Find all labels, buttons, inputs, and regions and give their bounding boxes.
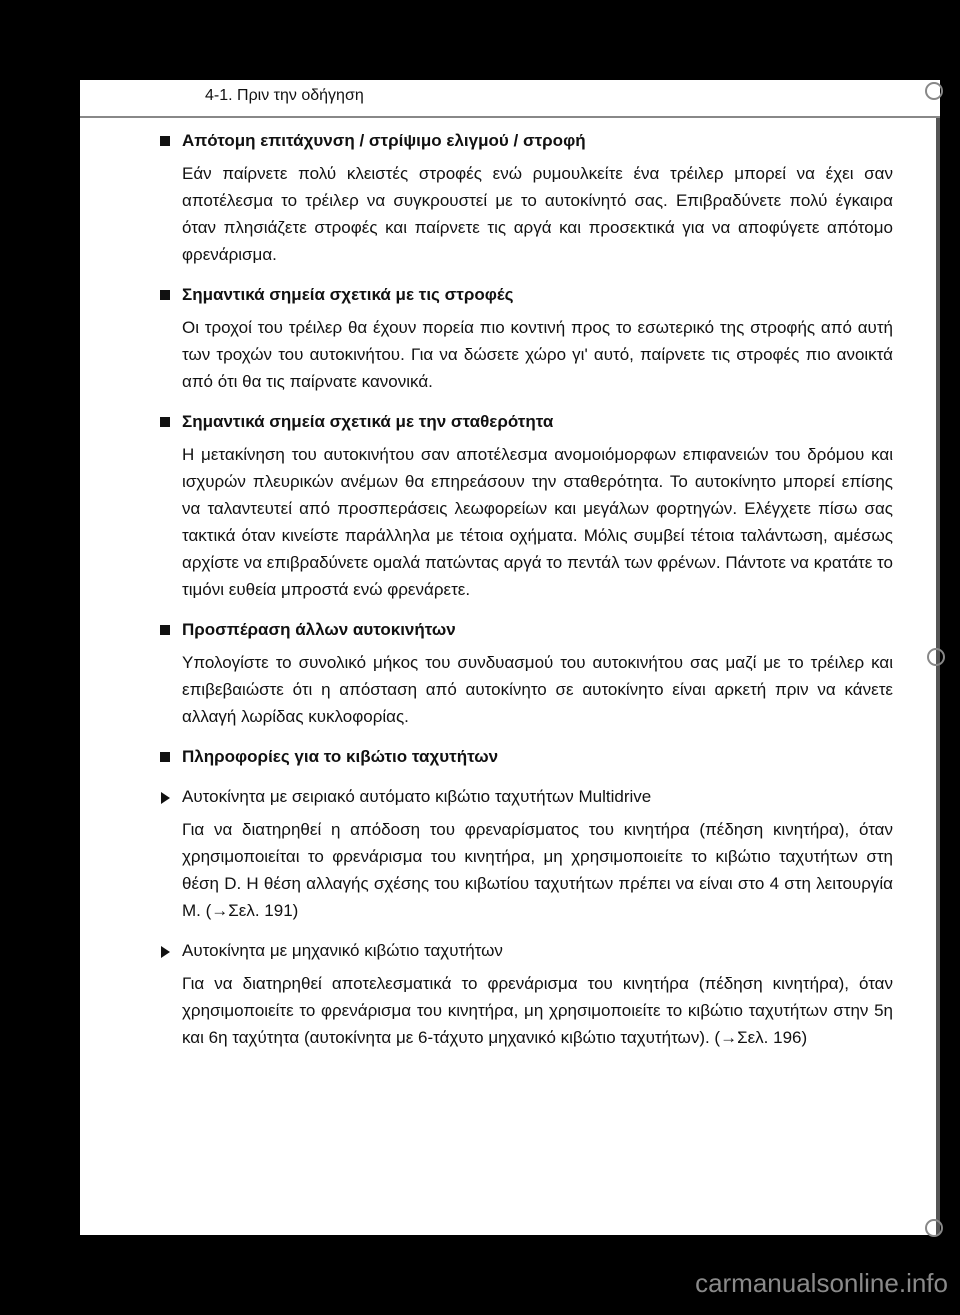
registration-mark-icon bbox=[927, 648, 945, 666]
triangle-bullet-icon bbox=[161, 792, 170, 804]
section-heading: 4-1. Πριν την οδήγηση bbox=[205, 87, 364, 104]
manual-page bbox=[80, 80, 940, 1235]
subsection-title: Αυτοκίνητα με μηχανικό κιβώτιο ταχυτήτων bbox=[158, 938, 893, 964]
section-title: Πληροφορίες για το κιβώτιο ταχυτήτων bbox=[158, 744, 893, 770]
subsection-title: Αυτοκίνητα με σειριακό αυτόματο κιβώτιο ταχυτήτων Multidrive bbox=[158, 784, 893, 810]
square-bullet-icon bbox=[160, 625, 170, 635]
section-paragraph: Η μετακίνηση του αυτοκινήτου σαν αποτέλεσμα ανομοιόμορφων επιφανειών του δρόμου και ισχυρών πλευρικών ανέμων θα επηρεάσουν την σταθερότητα. Το αυτοκίνητο μπορεί επίσης να ταλαντευτεί από προσπεράσεις λεωφορείων και μεγάλων φορτηγών. Ελέγχετε πίσω σας τακτικά όταν κινείστε παράλληλα με τέτοια οχήματα. Μόλις συμβεί τέτοια ταλάντωση, αμέσως αρχίστε να επιβραδύνετε ομαλά πατώντας αργά το πεντάλ των φρένων. Πάντοτε να κρατάτε το τιμόνι ευθεία μπροστά ενώ φρενάρετε. bbox=[182, 445, 893, 599]
square-bullet-icon bbox=[160, 136, 170, 146]
square-bullet-icon bbox=[160, 417, 170, 427]
triangle-bullet-icon bbox=[161, 946, 170, 958]
margin-bar bbox=[936, 118, 940, 1235]
crop-mark-icon bbox=[925, 1219, 943, 1237]
watermark-text: carmanualsonline.info bbox=[695, 1268, 948, 1298]
square-bullet-icon bbox=[160, 290, 170, 300]
page-content bbox=[158, 124, 893, 1051]
subsection-paragraph: Για να διατηρηθεί η απόδοση του φρεναρίσματος του κινητήρα (πέδηση κινητήρα), όταν χρησιμοποιείται το φρενάρισμα του κινητήρα, μη χρησιμοποιείτε το κιβώτιο ταχυτήτων στη θέση D. Η θέση αλλαγής σχέσης του κιβωτίου ταχυτήτων πρέπει να είναι στο 4 στη λειτουργία M. (→Σελ. 191) bbox=[182, 820, 893, 920]
crop-mark-icon bbox=[925, 82, 943, 100]
page-header bbox=[80, 80, 940, 118]
section-paragraph: Υπολογίστε το συνολικό μήκος του συνδυασμού του αυτοκινήτου σας μαζί με το τρέιλερ και επιβεβαιώστε ότι η απόσταση από αυτοκίνητο σε αυτοκίνητο είναι αρκετή πριν να κάνετε αλλαγή λωρίδας κυκλοφορίας. bbox=[182, 653, 893, 726]
section-paragraph: Εάν παίρνετε πολύ κλειστές στροφές ενώ ρυμουλκείτε ένα τρέιλερ μπορεί να έχει σαν αποτέλεσμα το τρέιλερ να συγκρουστεί με το αυτοκίνητό σας. Επιβραδύνετε πολύ έγκαιρα όταν πλησιάζετε στροφές και παίρνετε τις αργά και προσεκτικά για να αποφύγετε απότομο φρενάρισμα. bbox=[182, 164, 893, 264]
section-title: Προσπέραση άλλων αυτοκινήτων bbox=[158, 617, 893, 643]
section-title: Σημαντικά σημεία σχετικά με την σταθερότητα bbox=[158, 409, 893, 435]
section-title: Απότομη επιτάχυνση / στρίψιμο ελιγμού / στροφή bbox=[158, 128, 893, 154]
section-title: Σημαντικά σημεία σχετικά με τις στροφές bbox=[158, 282, 893, 308]
subsection-paragraph: Για να διατηρηθεί αποτελεσματικά το φρενάρισμα του κινητήρα (πέδηση κινητήρα), όταν χρησιμοποιείτε το φρενάρισμα του κινητήρα, μη χρησιμοποιείτε το κιβώτιο ταχυτήτων στην 5η και 6η ταχύτητα (αυτοκίνητα με 6-τάχυτο μηχανικό κιβώτιο ταχυτήτων). (→Σελ. 196) bbox=[182, 974, 893, 1047]
square-bullet-icon bbox=[160, 752, 170, 762]
section-paragraph: Οι τροχοί του τρέιλερ θα έχουν πορεία πιο κοντινή προς το εσωτερικό της στροφής από αυτή των τροχών του αυτοκινήτου. Για να δώσετε χώρο γι' αυτό, παίρνετε τις στροφές πιο ανοικτά από ότι θα τις παίρνατε κανονικά. bbox=[182, 318, 893, 391]
